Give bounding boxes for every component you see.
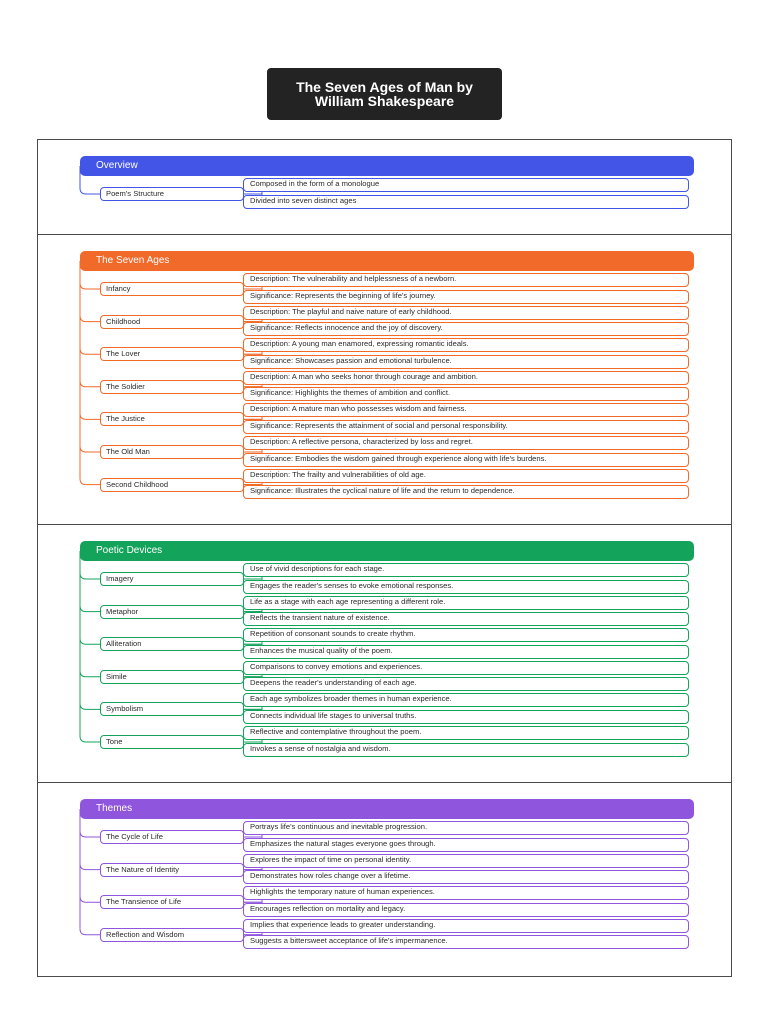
leaf-node[interactable]: Life as a stage with each age representing a different role.	[243, 596, 689, 610]
branch-connector	[80, 671, 100, 677]
branch-node[interactable]: The Nature of Identity	[100, 863, 244, 877]
leaf-node[interactable]: Description: The playful and naive nature of early childhood.	[243, 306, 689, 320]
leaf-node[interactable]: Significance: Reflects innocence and the joy of discovery.	[243, 322, 689, 336]
branch-connector	[80, 283, 100, 289]
leaf-node[interactable]: Significance: Highlights the themes of ambition and conflict.	[243, 387, 689, 401]
leaf-node[interactable]: Significance: Represents the beginning of life's journey.	[243, 290, 689, 304]
branch-connector	[80, 316, 100, 322]
leaf-node[interactable]: Significance: Illustrates the cyclical nature of life and the return to dependence.	[243, 485, 689, 499]
leaf-node[interactable]: Explores the impact of time on personal identity.	[243, 854, 689, 868]
leaf-node[interactable]: Demonstrates how roles change over a lifetime.	[243, 870, 689, 884]
branch-node[interactable]: Second Childhood	[100, 478, 244, 492]
leaf-node[interactable]: Description: A young man enamored, expressing romantic ideals.	[243, 338, 689, 352]
leaf-node[interactable]: Deepens the reader's understanding of each age.	[243, 677, 689, 691]
leaf-node[interactable]: Reflects the transient nature of existence.	[243, 612, 689, 626]
branch-node[interactable]: Reflection and Wisdom	[100, 928, 244, 942]
branch-node[interactable]: The Transience of Life	[100, 895, 244, 909]
leaf-node[interactable]: Significance: Showcases passion and emotional turbulence.	[243, 355, 689, 369]
leaf-node[interactable]: Connects individual life stages to universal truths.	[243, 710, 689, 724]
section-poetic-devices	[38, 525, 731, 783]
branch-connector	[80, 348, 100, 354]
section-seven-ages	[38, 235, 731, 525]
leaf-node[interactable]: Engages the reader's senses to evoke emotional responses.	[243, 580, 689, 594]
leaf-node[interactable]: Portrays life's continuous and inevitable progression.	[243, 821, 689, 835]
branch-node[interactable]: Alliteration	[100, 637, 244, 651]
branch-connector	[80, 703, 100, 709]
leaf-node[interactable]: Emphasizes the natural stages everyone goes through.	[243, 838, 689, 852]
section-themes	[38, 783, 731, 978]
leaf-node[interactable]: Description: A reflective persona, characterized by loss and regret.	[243, 436, 689, 450]
branch-node[interactable]: Imagery	[100, 572, 244, 586]
leaf-node[interactable]: Enhances the musical quality of the poem.	[243, 645, 689, 659]
branch-node[interactable]: Metaphor	[100, 605, 244, 619]
branch-node[interactable]: The Justice	[100, 412, 244, 426]
branch-node[interactable]: The Cycle of Life	[100, 830, 244, 844]
branch-node[interactable]: The Lover	[100, 347, 244, 361]
leaf-node[interactable]: Invokes a sense of nostalgia and wisdom.	[243, 743, 689, 757]
branch-node[interactable]: Childhood	[100, 315, 244, 329]
section-header-themes[interactable]: Themes	[80, 799, 694, 819]
leaf-node[interactable]: Description: A mature man who possesses wisdom and fairness.	[243, 403, 689, 417]
leaf-node[interactable]: Significance: Embodies the wisdom gained through experience along with life's burdens.	[243, 453, 689, 467]
section-header-seven-ages[interactable]: The Seven Ages	[80, 251, 694, 271]
leaf-node[interactable]: Use of vivid descriptions for each stage.	[243, 563, 689, 577]
branch-node[interactable]: Poem's Structure	[100, 187, 244, 201]
leaf-node[interactable]: Reflective and contemplative throughout the poem.	[243, 726, 689, 740]
branch-node[interactable]: Simile	[100, 670, 244, 684]
leaf-node[interactable]: Comparisons to convey emotions and experiences.	[243, 661, 689, 675]
branch-connector	[80, 638, 100, 644]
leaf-node[interactable]: Significance: Represents the attainment of social and personal responsibility.	[243, 420, 689, 434]
branch-connector	[80, 831, 100, 837]
section-overview	[38, 140, 731, 235]
branch-connector	[80, 864, 100, 870]
leaf-node[interactable]: Description: The vulnerability and helplessness of a newborn.	[243, 273, 689, 287]
section-header-overview[interactable]: Overview	[80, 156, 694, 176]
branch-connector	[80, 896, 100, 902]
branch-node[interactable]: Tone	[100, 735, 244, 749]
mindmap-container	[37, 139, 732, 977]
branch-connector	[80, 736, 100, 742]
leaf-node[interactable]: Description: A man who seeks honor through courage and ambition.	[243, 371, 689, 385]
branch-connector	[80, 381, 100, 387]
branch-connector	[80, 188, 100, 194]
leaf-node[interactable]: Implies that experience leads to greater understanding.	[243, 919, 689, 933]
branch-connector	[80, 573, 100, 579]
leaf-node[interactable]: Description: The frailty and vulnerabilities of old age.	[243, 469, 689, 483]
leaf-node[interactable]: Encourages reflection on mortality and legacy.	[243, 903, 689, 917]
leaf-node[interactable]: Repetition of consonant sounds to create rhythm.	[243, 628, 689, 642]
branch-node[interactable]: The Old Man	[100, 445, 244, 459]
branch-node[interactable]: Symbolism	[100, 702, 244, 716]
section-header-poetic-devices[interactable]: Poetic Devices	[80, 541, 694, 561]
leaf-node[interactable]: Highlights the temporary nature of human experiences.	[243, 886, 689, 900]
leaf-node[interactable]: Divided into seven distinct ages	[243, 195, 689, 209]
leaf-node[interactable]: Suggests a bittersweet acceptance of life's impermanence.	[243, 935, 689, 949]
branch-connector	[80, 929, 100, 935]
branch-connector	[80, 606, 100, 612]
branch-node[interactable]: Infancy	[100, 282, 244, 296]
leaf-node[interactable]: Composed in the form of a monologue	[243, 178, 689, 192]
branch-node[interactable]: The Soldier	[100, 380, 244, 394]
leaf-node[interactable]: Each age symbolizes broader themes in human experience.	[243, 693, 689, 707]
branch-connector	[80, 413, 100, 419]
branch-connector	[80, 479, 100, 485]
branch-connector	[80, 446, 100, 452]
page-title: The Seven Ages of Man by William Shakespeare	[267, 68, 502, 120]
